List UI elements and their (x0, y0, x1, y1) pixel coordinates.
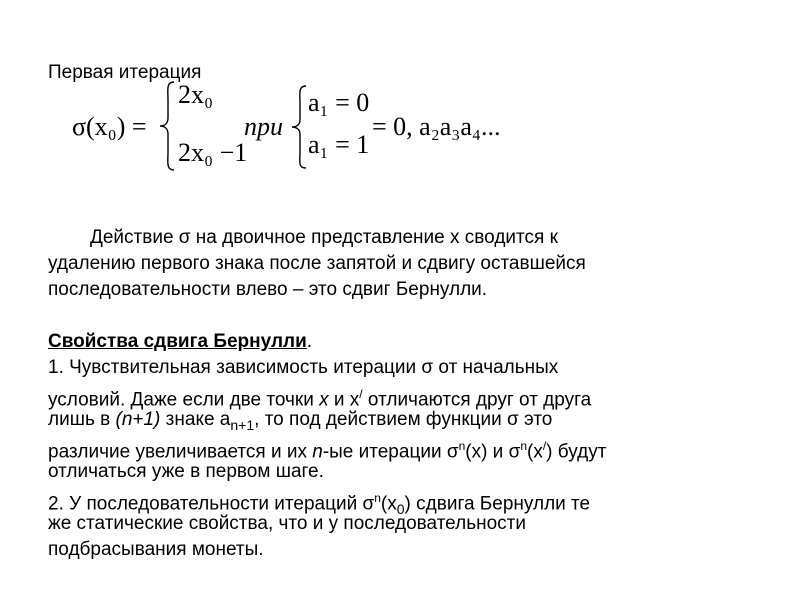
property-1-line-5: отличаться уже в первом шаге. (48, 461, 324, 482)
p2-sup-n: n (374, 491, 381, 505)
p1-sup-n-1: n (458, 439, 466, 453)
p1-prime-2: / (542, 439, 547, 453)
p1-l4-a: различие увеличивается и их (48, 441, 313, 463)
p1-l4-d: (х (527, 441, 543, 463)
p1-l3-a: лишь в (48, 409, 116, 430)
p1-l2-b: отличаются друг от друга (362, 389, 592, 411)
p1-l4-e: ) будут (546, 441, 607, 463)
property-2-line-2: же статические свойства, что и у последовательности (48, 513, 526, 534)
p1-l2-a: условий. Даже если две точки (48, 389, 320, 411)
condition-1: a₁ = 0 (308, 88, 370, 117)
properties-title (48, 329, 312, 355)
p1-and: и х (328, 389, 360, 411)
property-1-line-1: 1. Чувствительная зависимость итерации σ от начальных (48, 357, 559, 378)
p1-l4-c: (х) и σ (465, 441, 521, 463)
paragraph-1-line-3: последовательности влево – это сдвиг Бернулли. (48, 279, 488, 300)
p1-l4-b: -ые итерации σ (322, 441, 459, 463)
p1-sup-n-2: n (520, 439, 527, 453)
right-brace (290, 84, 310, 170)
case-2: 2x₀ −1 (178, 138, 248, 167)
p1-sub-n1: n+1 (230, 416, 255, 433)
p1-prime: / (359, 387, 363, 401)
condition-word: при (244, 112, 283, 141)
paragraph-1-line-1: Действие σ на двоичное представление х сводится к (90, 227, 558, 248)
condition-2: a₁ = 1 (308, 130, 370, 159)
p1-l3-c: , то под действием функции σ это (254, 409, 553, 430)
heading: Первая итерация (48, 62, 202, 83)
p2-sub-0: 0 (396, 501, 405, 518)
p1-l3-b: знаке a (160, 409, 231, 430)
properties-title-text: Свойства сдвига Бернулли (48, 331, 307, 352)
p1-x: x (319, 389, 329, 411)
property-2-line-3: подбрасывания монеты. (48, 539, 264, 560)
left-brace (158, 80, 178, 172)
p1-n: n (312, 441, 323, 463)
p2-l1-a: 2. У последовательности итераций σ (48, 493, 375, 515)
paragraph-1-line-2: удалению первого знака после запятой и сдвигу оставшейся (48, 253, 586, 274)
p1-n1: (n+1) (115, 409, 161, 430)
case-1: 2x₀ (178, 80, 214, 109)
properties-title-dot: . (306, 331, 313, 352)
p2-l1-b: (x (380, 493, 397, 515)
p2-l1-c: ) сдвига Бернулли те (404, 493, 591, 515)
formula-lhs: σ(x₀) = (72, 112, 147, 141)
formula-tail: = 0, a₂a₃a₄... (372, 112, 501, 141)
